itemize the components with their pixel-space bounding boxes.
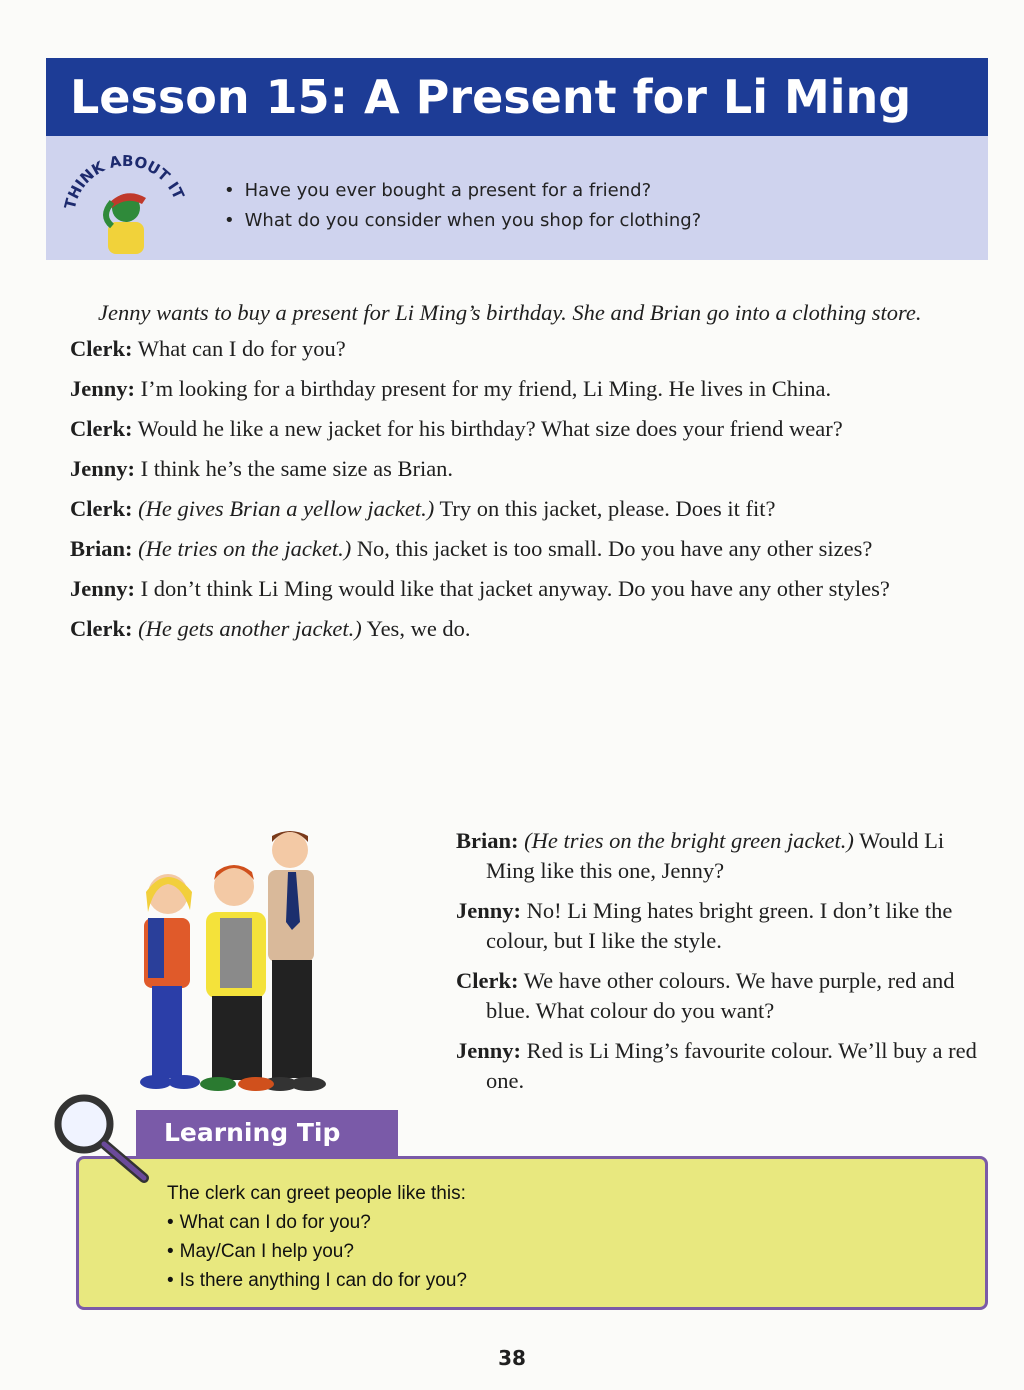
story-intro: Jenny wants to buy a present for Li Ming’s birthday. She and Brian go into a clothing store. (98, 300, 922, 325)
tip-item: • Is there anything I can do for you? (167, 1266, 467, 1295)
stage-direction: (He gets another jacket.) (138, 616, 362, 641)
lesson-title: Lesson 15: A Present for Li Ming (46, 58, 988, 136)
speaker: Clerk: (70, 416, 133, 441)
line-text: I’m looking for a birthday present for my friend, Li Ming. He lives in China. (140, 376, 832, 401)
dialogue-line (70, 494, 970, 524)
page-number: 38 (498, 1346, 526, 1370)
think-questions (224, 176, 701, 236)
speaker: Clerk: (70, 336, 133, 361)
speaker: Jenny: (456, 898, 522, 923)
tip-item: • May/Can I help you? (167, 1237, 467, 1266)
dialogue-line (70, 454, 970, 484)
dialogue-column-right (456, 826, 996, 1106)
line-text: No, this jacket is too small. Do you have any other sizes? (356, 536, 873, 561)
stage-direction: (He tries on the jacket.) (138, 536, 352, 561)
magnifier-icon (48, 1092, 158, 1192)
tip-item: • What can I do for you? (167, 1208, 467, 1237)
dialogue-column-main (70, 298, 970, 654)
speaker: Clerk: (70, 496, 133, 521)
line-text: What can I do for you? (137, 336, 346, 361)
learning-tip-intro: The clerk can greet people like this: (167, 1183, 466, 1204)
dialogue-line (70, 334, 970, 364)
characters-illustration (110, 822, 360, 1102)
speaker: Jenny: (70, 576, 136, 601)
dialogue-line (70, 614, 970, 644)
stage-direction: (He tries on the bright green jacket.) (524, 828, 854, 853)
learning-tip-box (76, 1156, 988, 1310)
dialogue-line (70, 534, 970, 564)
learning-tip-content (167, 1179, 467, 1295)
speaker: Brian: (70, 536, 133, 561)
line-text: No! Li Ming hates bright green. I don’t like the colour, but I like the style. (486, 898, 953, 953)
speaker: Jenny: (456, 1038, 522, 1063)
think-about-it-box (46, 136, 988, 260)
dialogue-line (70, 374, 970, 404)
learning-tip-heading: Learning Tip (136, 1110, 398, 1156)
think-about-it-badge (56, 146, 196, 256)
line-text: Red is Li Ming’s favourite colour. We’ll buy a red one. (486, 1038, 977, 1093)
speaker: Jenny: (70, 456, 136, 481)
speaker: Jenny: (70, 376, 136, 401)
line-text: Would Li Ming like this one, Jenny? (486, 828, 945, 883)
dialogue-line (70, 414, 970, 444)
dialogue-line (456, 896, 996, 956)
speaker: Brian: (456, 828, 519, 853)
dialogue-line (70, 574, 970, 604)
line-text: I don’t think Li Ming would like that jacket anyway. Do you have any other styles? (140, 576, 890, 601)
speaker: Clerk: (70, 616, 133, 641)
line-text: Try on this jacket, please. Does it fit? (439, 496, 776, 521)
dialogue-line (456, 966, 996, 1026)
line-text: I think he’s the same size as Brian. (140, 456, 454, 481)
line-text: Would he like a new jacket for his birthday? What size does your friend wear? (137, 416, 843, 441)
question-item: • What do you consider when you shop for clothing? (224, 206, 701, 236)
stage-direction: (He gives Brian a yellow jacket.) (138, 496, 435, 521)
dialogue-line (456, 1036, 996, 1096)
question-item: • Have you ever bought a present for a friend? (224, 176, 701, 206)
learning-tip-list (167, 1208, 467, 1295)
badge-text: THINK ABOUT IT (60, 151, 188, 212)
line-text: Yes, we do. (366, 616, 471, 641)
line-text: We have other colours. We have purple, red and blue. What colour do you want? (486, 968, 955, 1023)
speaker: Clerk: (456, 968, 519, 993)
dialogue-line (456, 826, 996, 886)
